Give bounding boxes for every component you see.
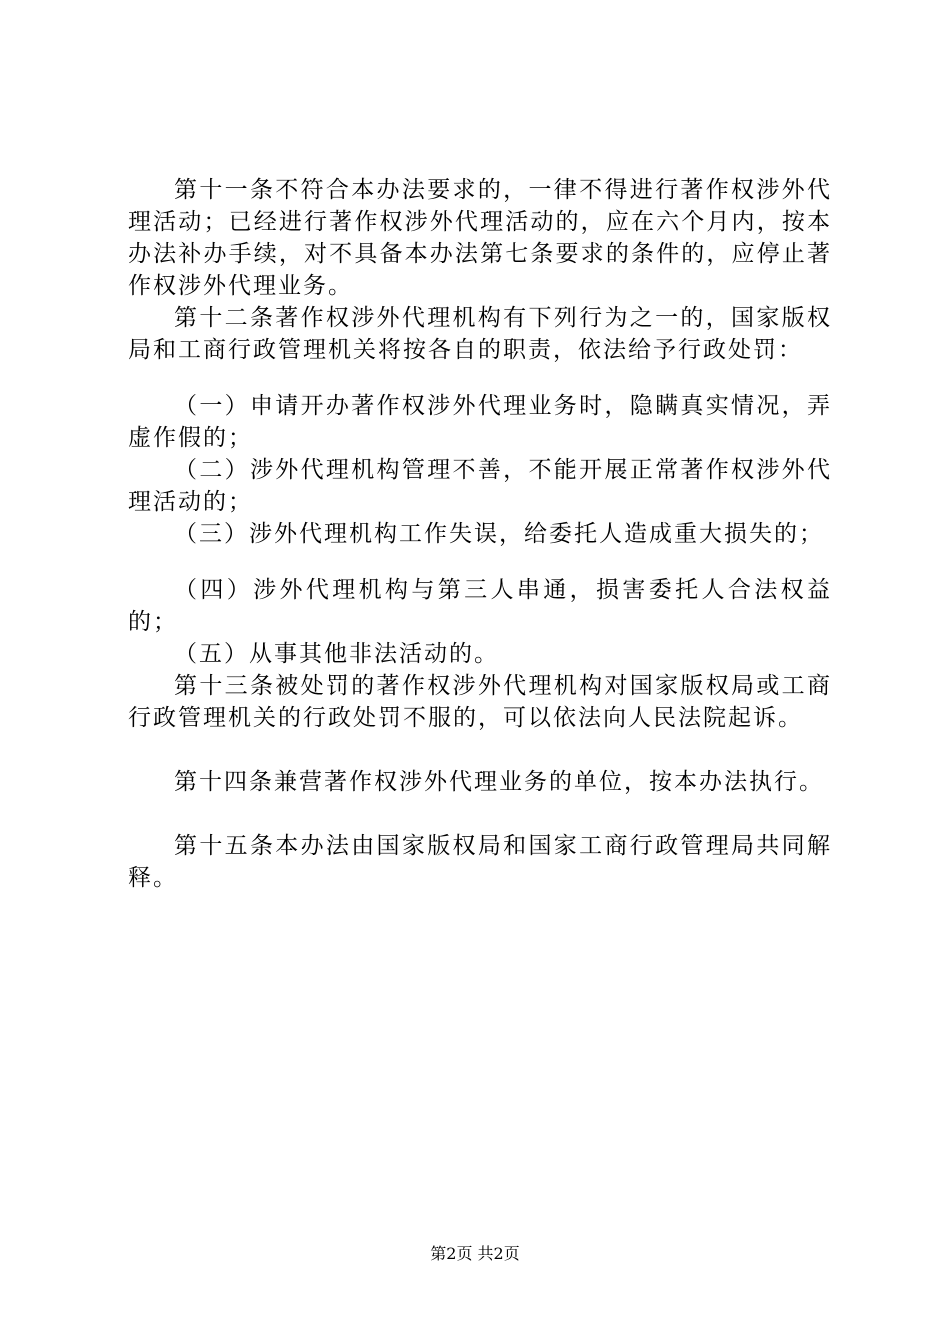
paragraph-article-11: 第十一条不符合本办法要求的，一律不得进行著作权涉外代理活动；已经进行著作权涉外代理活动的，应在六个月内，按本办法补办手续，对不具备本办法第七条要求的条件的，应停止著作权涉外代理业务。	[128, 177, 832, 299]
paragraph-item-4: （四）涉外代理机构与第三人串通，损害委托人合法权益的；	[128, 577, 832, 635]
paragraph-article-13: 第十三条被处罚的著作权涉外代理机构对国家版权局或工商行政管理机关的行政处罚不服的，可以依法向人民法院起诉。	[128, 673, 832, 731]
page-footer: 第2页 共2页	[430, 1244, 520, 1263]
paragraph-article-12: 第十二条著作权涉外代理机构有下列行为之一的，国家版权局和工商行政管理机关将按各自的职责，依法给予行政处罚：	[128, 305, 832, 363]
document-body	[128, 174, 832, 894]
paragraph-item-3: （三）涉外代理机构工作失误，给委托人造成重大损失的；	[174, 521, 824, 547]
paragraph-item-2: （二）涉外代理机构管理不善，不能开展正常著作权涉外代理活动的；	[128, 457, 832, 515]
paragraph-item-1: （一）申请开办著作权涉外代理业务时，隐瞒真实情况，弄虚作假的；	[128, 393, 832, 451]
paragraph-article-15: 第十五条本办法由国家版权局和国家工商行政管理局共同解释。	[128, 833, 832, 891]
paragraph-item-5: （五）从事其他非法活动的。	[174, 641, 499, 667]
paragraph-article-14: 第十四条兼营著作权涉外代理业务的单位，按本办法执行。	[174, 769, 824, 795]
